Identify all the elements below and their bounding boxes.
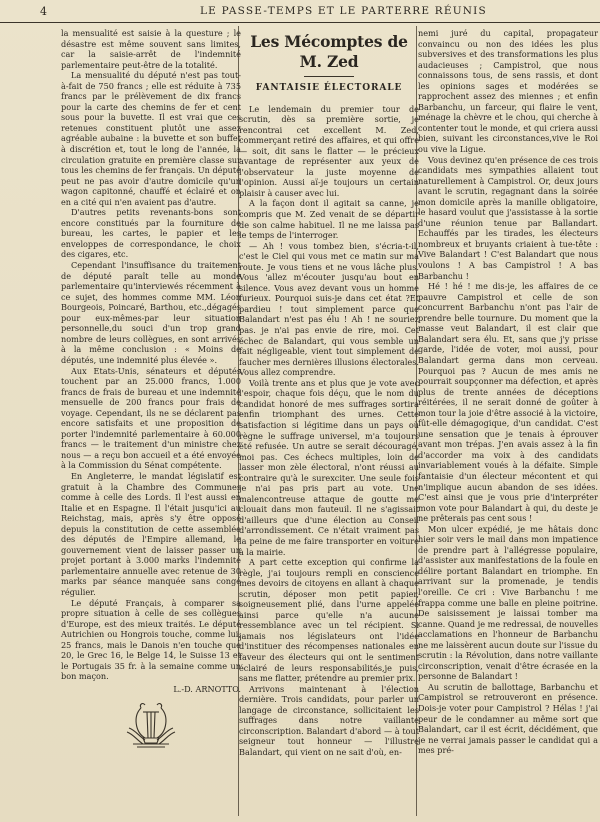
paragraph: A la façon dont il agitait sa canne, je compris que M. Zed venait de se départir de son calme habituel. Il ne me laissa pas le temps de l'interroger. bbox=[239, 198, 419, 241]
paragraph: Cependant l'insuffisance du traitement de député paraît telle au monde parlementaire qu'interviewés récemment à ce sujet, des hommes comme MM. Léon Bourgeois, Poincaré, Barthou, etc.,dégagés pour eux-mêmes-par leur situation personnelle,du souci d'un trop grand nombre de leurs collègues, en sont arrivés à la même conclusion : « Moins de députés, une indemnité plus élevée ». bbox=[61, 260, 241, 365]
article-title: Les Mécomptes de M. Zed bbox=[250, 32, 408, 71]
article-subtitle: FANTAISIE ÉLECTORALE bbox=[255, 83, 403, 93]
running-title: LE PASSE-TEMPS ET LE PARTERRE RÉUNIS bbox=[200, 5, 487, 17]
paragraph: Le lendemain du premier tour de scrutin, dès sa première sortie, je rencontrai cet excellent M. Zed, commerçant retiré des affaires, et qui offre — soit, dit sans le flatter — le précieux avantage de représenter aux yeux de l'observateur la juste moyenne de l'opinion. Aussi aï-je toujours un certain plaisir à causer avec lui. bbox=[239, 103, 419, 198]
paragraph: Mon ulcer expédié, je me hâtais donc hier soir vers le mail dans mon impatience de prendre part à l'allégresse populaire, d'assister aux manifestations de la foule en délire portant Balandart en triomphe. En arrivant sur la promenade, je tendis l'oreille. Ce cri : Vive Barbanchu ! me frappa comme une balle en pleine poitrine. De saisissement je laissai tomber ma canne. Quand je me redressai, de nouvelles acclamations en l'honneur de Barbanchu ne me laissèrent aucun doute sur l'issue du scrutin : la Révolution, dans notre vaillante circonscription, venait d'être écrasée en la personne de Balandart ! bbox=[418, 523, 598, 682]
paragraph: Vous devinez qu'en présence de ces trois candidats mes sympathies allaient tout naturellement à Campistrol. Or, deux jours avant le scrutin, regagnant dans la soirée mon domicile après la manille obligatoire, le hasard voulut que j'assistasse à la sortie d'une réunion tenue par Ballandart. Echauffés par les tirades, les électeurs nombreux et bruyants criaient à tue-tête : Vive Balandart ! C'est Balandart que nous voulons ! A bas Campistrol ! A bas Barbanchu ! bbox=[418, 154, 598, 281]
paragraph: En Angleterre, le mandat législatif est gratuit à la Chambre des Communes comme à celle des Lords. Il l'est aussi en Italie et en Espagne. Il l'était jusqu'ici au Reichstag, mais, après s'y être opposé depuis la constitution de cette assemblée des députés de l'Empire allemand, le gouvernement vient de laisser passer un projet portant à 3.000 marks l'indemnité parlementaire annuelle avec retenue de 30 marks par séance manquée sans congé régulier. bbox=[61, 470, 241, 597]
column-1 bbox=[61, 28, 241, 750]
column-3 bbox=[418, 28, 598, 756]
page-number: 4 bbox=[40, 5, 47, 18]
title-rule bbox=[304, 76, 354, 77]
paragraph: Hé ! hé ! me dis-je, les affaires de ce pauvre Campistrol et celle de son concurrent Barbanchu n'ont pas l'air de prendre belle tournure. Du moment que la masse veut Balandart, il est clair que Balandart sera élu. Et, sans que j'y prisse garde, l'idée de voter, moi aussi, pour Balandart germa dans mon cerveau. Pourquoi pas ? Aucun de mes amis ne pourrait soupçonner ma défection, et après plus de trente années de déceptions réitérées, il ne serait donné de goûter à mon tour la joie d'être associé à la victoire, fût-elle démagogique, d'un candidat. C'est une sensation que je tenais à éprouver avant mon trépas. J'en avais assez à la fin d'accorder ma voix à des candidats invariablement voués à la défaite. Simple fantaisie d'un électeur mécontent et qui n'implique aucun abandon de ses idées. C'est ainsi que je vous prie d'interpréter mon vote pour Balandart à qui, du deste je ne prêterais pas cent sous ! bbox=[418, 281, 598, 524]
paragraph: Voilà trente ans et plus que je vote avec l'espoir, chaque fois déçu, que le nom du candidat honoré de mes suffrages sortira enfin triomphant des urnes. Cette satisfaction si légitime dans un pays où règne le suffrage universel, m'a toujours été refusée. Un autre se serait découragé, moi pas. Ces échecs multiples, loin de lasser mon zèle électoral, n'ont réussi au contraire qu'à le surexciter. Une seule fois je n'ai pas pris part au vote. Une malencontreuse attaque de goutte me clouait dans mon fauteuil. Il ne s'agissait d'ailleurs que d'une élection au Conseil d'arrondissement. Ce n'était vraiment pas la peine de me faire transporter en voiture à la mairie. bbox=[239, 377, 419, 557]
paragraph: D'autres petits revenants-bons sont encore constitués par la fourniture de bureau, les cartes, le papier et les enveloppes de correspondance, le choix des cigares, etc. bbox=[61, 207, 241, 260]
paragraph: A part cette exception qui confirme la règle, j'ai toujours rempli en conscience mes devoirs de citoyens en allant à chaque scrutin, déposer mon petit papier, soigneusement plié, dans l'urne appelée ainsi parce qu'elle n'a aucune ressemblance avec un tel récipient. Si jamais nos législateurs ont l'idée d'instituer des récompenses nationales en faveur des électeurs qui ont le sentiment éclairé de leurs responsabilités,je puis, sans me flatter, prétendre au premier prix. bbox=[239, 557, 419, 684]
paragraph: — Ah ! vous tombez bien, s'écria-t-il, c'est le Ciel qui vous met ce matin sur ma route. Je vous tiens et ne vous lâche plus. Vous 'allez m'écouter jusqu'au bout en silence. Vous avez devant vous un homme furieux. Pourquoi suis-je dans cet état ?Et pardieu ! tout simplement parce que Balandart n'est pas élu ! Ah ! ne souriez pas. je n'ai pas envie de rire, moi. Cet échec de Balandart, qui vous semble un fait négligeable, vient tout simplement de faucher mes dernières illusions électorales. Vous allez comprendre. bbox=[239, 240, 419, 378]
paragraph: Aux Etats-Unis, sénateurs et députés touchent par an 25.000 francs, 1.000 francs de frais de bureau et une indemnité mensuelle de 200 francs pour frais de voyage. Cependant, ils ne se déclarent pas encore satisfaits et une proposition de porter l'indemnité parlementaire à 60.000 francs — le traitement d'un ministre chez nous — a reçu bon accueil et a été envoyée à la Commission du Sénat compétente. bbox=[61, 365, 241, 471]
paragraph: nemi juré du capital, propagateur convaincu ou non des idées les plus subversives et des transformations les plus audacieuses ; Campistrol, que nous connaissons tous, de sens rassis, et dont les opinions sages et modérées se rapprochent assez des miennes ; et enfin Barbanchu, un farceur, qui flaire le vent, ménage la chèvre et le chou, qui cherche à contenter tout le monde, et qui criera aussi bien, suivant les circonstances,vive le Roi ou vive la Ligue. bbox=[418, 28, 598, 155]
paragraph: Au scrutin de ballottage, Barbanchu et Campistrol se retrouveront en présence. Dois-je voter pour Campistrol ? Hélas ! j'ai peur de le condamner au même sort que Balandart, car il est écrit, décidément, que je ne verrai jamais passer le candidat qui a mes pré- bbox=[418, 681, 598, 756]
paragraph: La mensualité du député n'est pas tout-à-fait de 750 francs ; elle est réduite à 735 francs par le prélèvement de dix francs pour la carte des chemins de fer et cent sous pour la buvette. Il est vrai que ces retenues constituent plutôt une assez agréable aubaine : la buvette et son buffet à discrétion et, tout le long de l'année, la circulation gratuite en première classe sur tous les chemins de fer français. Un député peut ne pas avoir d'autre domicile qu'un wagon capitonné, chauffé et éclairé et on en a cité qui n'en avaient pas d'autre. bbox=[61, 70, 241, 207]
page-header bbox=[0, 0, 600, 23]
paragraph: Le député Français, à comparer sa propre situation à celle de ses collègues d'Europe, est des mieux traités. Le député Autrichien ou Hongrois touche, comme lui, 25 francs, mais le Danois n'en touche que 20, le Grec 16, le Belge 14, le Suisse 13 et le Portugais 35 fr. à la semaine comme un bon maçon. bbox=[61, 597, 241, 682]
paragraph: la mensualité est saisie à la questure ; le désastre est même souvent sans limites, car la saisie-arrêt de l'indemnité parlementaire peut-être de la totalité. bbox=[61, 28, 241, 70]
author-signature: L.-D. ARNOTTO. bbox=[173, 683, 241, 694]
column-2 bbox=[239, 28, 419, 757]
lyre-ornament-icon bbox=[123, 698, 179, 750]
paragraph: Arrivons maintenant à l'élection dernière. Trois candidats, pour parler un langage de circonstance, sollicitaient les suffrages dans notre vaillante circonscription. Balandart d'abord — à tout seigneur tout honneur — l'illustre Balandart, qui vient on ne sait d'où, en- bbox=[239, 683, 419, 757]
